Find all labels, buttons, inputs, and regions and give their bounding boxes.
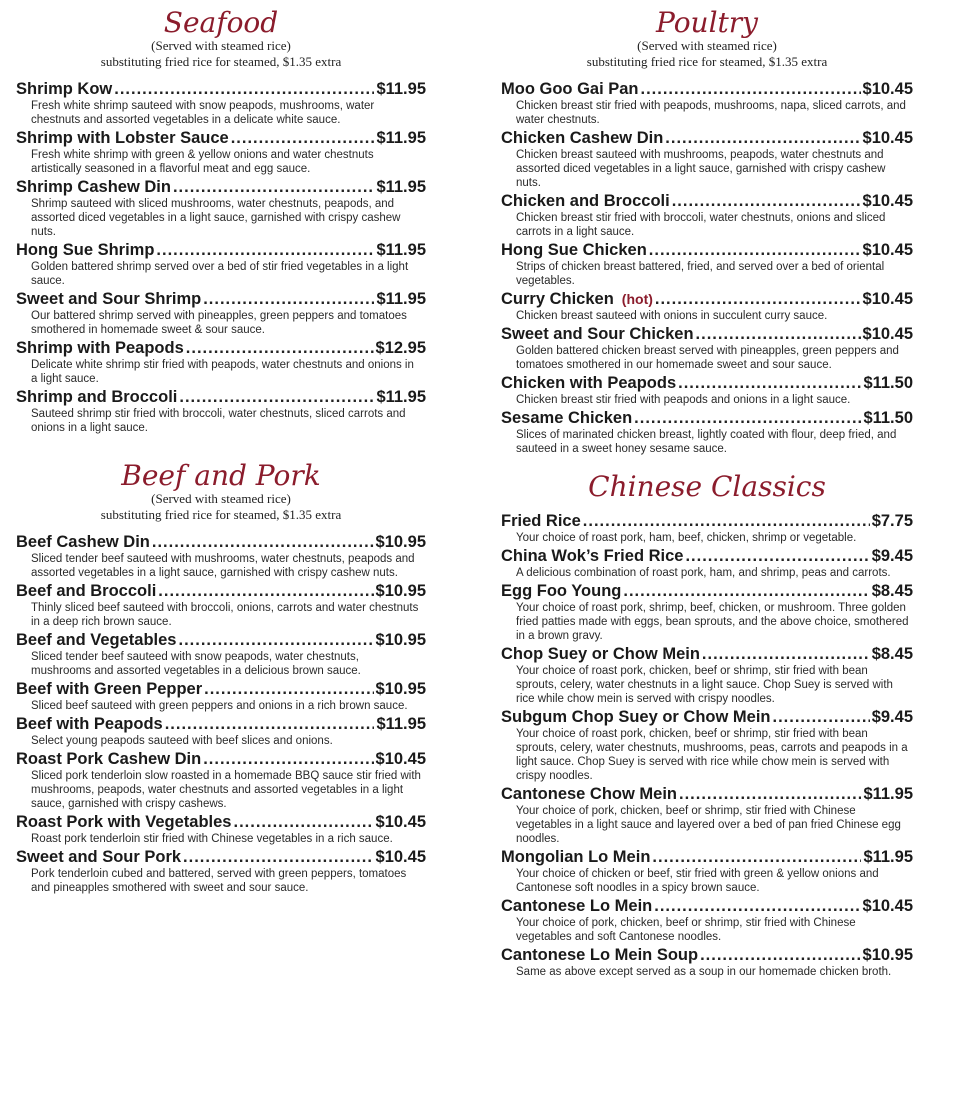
menu-item [501, 848, 913, 895]
item-description: Select young peapods sauteed with beef slices and onions. [31, 735, 333, 747]
section-note: (Served with steamed rice) [151, 38, 291, 53]
dot-leader [652, 848, 861, 867]
dot-leader [655, 290, 861, 309]
dot-leader [114, 80, 374, 99]
section-chinese-classics [501, 458, 913, 979]
item-price: $11.95 [376, 715, 426, 733]
menu-item [501, 129, 913, 190]
dot-leader [158, 582, 373, 601]
dot-leader [179, 388, 374, 407]
item-description: Your choice of chicken or beef, stir fried with green & yellow onions and Cantonese soft noodles in a spicy brown sauce. [516, 868, 879, 894]
item-description: Chicken breast sauteed with mushrooms, peapods, water chestnuts and assorted diced vegetables in a light sauce, garnished with crispy cashew nuts. [516, 149, 886, 189]
item-name: Shrimp Cashew Din [16, 178, 171, 196]
section-note: (Served with steamed rice) [637, 38, 777, 53]
item-price: $11.50 [863, 374, 913, 392]
item-price: $11.50 [863, 409, 913, 427]
menu-item [501, 946, 913, 979]
item-price: $11.95 [376, 290, 426, 308]
dot-leader [679, 785, 861, 804]
item-description: Sliced beef sauteed with green peppers and onions in a rich brown sauce. [31, 700, 408, 712]
item-description: Golden battered shrimp served over a bed of stir fried vegetables in a light sauce. [31, 261, 409, 287]
item-price: $10.45 [375, 848, 426, 866]
item-name: Sweet and Sour Shrimp [16, 290, 202, 308]
menu-item [501, 80, 913, 127]
dot-leader [700, 946, 860, 965]
dot-leader [178, 631, 373, 650]
menu-item [16, 388, 426, 435]
item-name: Subgum Chop Suey or Chow Mein [501, 708, 771, 726]
item-description: Chicken breast stir fried with broccoli, water chestnuts, onions and sliced carrots in a light sauce. [516, 212, 886, 238]
item-description: Your choice of roast pork, chicken, beef or shrimp, stir fried with bean sprouts, celery, water chestnuts in a light sauce. Chop Suey is served with rice while chow mein is served with crispy noodles. [516, 665, 893, 705]
dot-leader [231, 129, 375, 148]
section-title: Seafood [163, 6, 279, 39]
hot-tag: (hot) [621, 291, 653, 307]
menu-item [16, 750, 426, 811]
item-name: Shrimp with Peapods [16, 339, 184, 357]
item-price: $10.95 [862, 946, 913, 964]
item-price: $10.45 [375, 750, 426, 768]
item-name: Cantonese Lo Mein Soup [501, 946, 699, 964]
dot-leader [173, 178, 374, 197]
menu-item [501, 409, 913, 456]
dot-leader [233, 813, 373, 832]
item-description: Delicate white shrimp stir fried with peapods, water chestnuts and onions in a light sauce. [31, 359, 414, 385]
menu-item [16, 533, 426, 580]
dot-leader [696, 325, 861, 344]
menu-item [16, 631, 426, 678]
item-name: China Wok’s Fried Rice [501, 547, 684, 565]
menu-item [16, 582, 426, 629]
dot-leader [203, 290, 374, 309]
item-name: Fried Rice [501, 512, 581, 530]
menu-item [501, 897, 913, 944]
item-description: Fresh white shrimp sauteed with snow peapods, mushrooms, water chestnuts and assorted vegetables in a delicate white sauce. [31, 100, 375, 126]
item-description: Shrimp sauteed with sliced mushrooms, water chestnuts, peapods, and assorted diced vegetables in a light sauce, garnished with crispy cashew nuts. [31, 198, 401, 238]
section-title: Beef and Pork [121, 459, 321, 492]
item-name: Sweet and Sour Chicken [501, 325, 694, 343]
item-description: Your choice of pork, chicken, beef or shrimp, stir fried with Chinese vegetables and soft Cantonese noodles. [516, 917, 856, 943]
menu-item [501, 374, 913, 407]
item-price: $11.95 [376, 129, 426, 147]
item-price: $12.95 [375, 339, 426, 357]
item-price: $9.45 [871, 708, 913, 726]
dot-leader [649, 241, 861, 260]
dot-leader [634, 409, 861, 428]
item-list [501, 512, 913, 979]
item-price: $10.45 [862, 325, 913, 343]
item-name: Cantonese Lo Mein [501, 897, 653, 915]
dot-leader [685, 547, 869, 566]
item-name: Shrimp and Broccoli [16, 388, 178, 406]
item-name: Hong Sue Shrimp [16, 241, 155, 259]
dot-leader [773, 708, 870, 727]
menu-column-right [501, 0, 913, 981]
item-name: Shrimp with Lobster Sauce [16, 129, 229, 147]
section-note: substituting fried rice for steamed, $1.35 extra [100, 54, 342, 69]
menu-item [501, 290, 913, 323]
menu-item [501, 192, 913, 239]
dot-leader [186, 339, 374, 358]
item-price: $10.95 [375, 631, 426, 649]
item-description: Your choice of roast pork, shrimp, beef, chicken, or mushroom. Three golden fried patties made with eggs, bean sprouts, and the above choice, smothered in a brown gravy. [516, 602, 909, 642]
section-poultry [501, 0, 913, 456]
menu-item [501, 785, 913, 846]
item-name: Roast Pork Cashew Din [16, 750, 202, 768]
menu-item [501, 241, 913, 288]
menu-item [16, 241, 426, 288]
menu-item [16, 715, 426, 748]
item-price: $11.95 [376, 388, 426, 406]
item-description: Sliced pork tenderloin slow roasted in a homemade BBQ sauce stir fried with mushrooms, peapods, water chestnuts and assorted vegetables in a light sauce, garnished with crispy cashews. [31, 770, 421, 810]
item-name: Cantonese Chow Mein [501, 785, 678, 803]
item-price: $7.75 [871, 512, 913, 530]
menu-item [16, 848, 426, 895]
item-name: Mongolian Lo Mein [501, 848, 651, 866]
menu-item [16, 339, 426, 386]
item-name: Hong Sue Chicken [501, 241, 647, 259]
item-price: $11.95 [376, 178, 426, 196]
menu-item [16, 813, 426, 846]
item-description: Strips of chicken breast battered, fried, and served over a bed of oriental vegetables. [516, 261, 885, 287]
item-name: Beef and Broccoli [16, 582, 157, 600]
item-name: Beef and Vegetables [16, 631, 177, 649]
item-price: $10.45 [862, 192, 913, 210]
dot-leader [156, 241, 374, 260]
dot-leader [665, 129, 860, 148]
item-name: Chicken Cashew Din [501, 129, 664, 147]
item-description: Sliced tender beef sauteed with snow peapods, water chestnuts, mushrooms and assorted vegetables in a delicious brown sauce. [31, 651, 361, 677]
item-description: A delicious combination of roast pork, ham, and shrimp, peas and carrots. [516, 567, 891, 579]
dot-leader [183, 848, 373, 867]
menu-item [501, 645, 913, 706]
item-name: Roast Pork with Vegetables [16, 813, 232, 831]
section-beef-and-pork [16, 437, 426, 895]
section-title: Chinese Classics [588, 470, 826, 503]
item-description: Slices of marinated chicken breast, lightly coated with flour, deep fried, and sauteed in a sweet honey sesame sauce. [516, 429, 897, 455]
dot-leader [203, 750, 373, 769]
item-name: Chicken with Peapods [501, 374, 677, 392]
item-price: $10.45 [862, 897, 913, 915]
menu-item [16, 129, 426, 176]
item-price: $11.95 [376, 80, 426, 98]
item-price: $10.45 [862, 80, 913, 98]
item-description: Chicken breast stir fried with peapods and onions in a light sauce. [516, 394, 851, 406]
item-description: Your choice of roast pork, ham, beef, chicken, shrimp or vegetable. [516, 532, 857, 544]
dot-leader [165, 715, 375, 734]
menu-item [16, 178, 426, 239]
dot-leader [204, 680, 373, 699]
item-name: Chop Suey or Chow Mein [501, 645, 700, 663]
item-name: Chicken and Broccoli [501, 192, 670, 210]
item-name: Beef with Green Pepper [16, 680, 203, 698]
item-name: Egg Foo Young [501, 582, 622, 600]
item-name: Moo Goo Gai Pan [501, 80, 639, 98]
item-description: Your choice of roast pork, chicken, beef or shrimp, stir fried with bean sprouts, celery, water chestnuts, mushrooms, peas, carrots and peapods in a light sauce. Chop Suey is served with rice while chow mein is served with crispy noodles. [516, 728, 908, 782]
item-name: Curry Chicken [501, 290, 614, 308]
menu-item [16, 80, 426, 127]
item-price: $10.95 [375, 533, 426, 551]
menu-item [16, 290, 426, 337]
item-description: Roast pork tenderloin stir fried with Chinese vegetables in a rich sauce. [31, 833, 393, 845]
section-title: Poultry [655, 6, 758, 39]
item-price: $10.45 [862, 241, 913, 259]
item-price: $10.95 [375, 582, 426, 600]
item-name: Beef Cashew Din [16, 533, 150, 551]
dot-leader [678, 374, 861, 393]
item-price: $11.95 [376, 241, 426, 259]
item-price: $8.45 [871, 582, 913, 600]
item-price: $10.45 [375, 813, 426, 831]
item-name: Sweet and Sour Pork [16, 848, 182, 866]
item-price: $11.95 [863, 848, 913, 866]
dot-leader [702, 645, 870, 664]
dot-leader [583, 512, 870, 531]
item-description: Chicken breast stir fried with peapods, mushrooms, napa, sliced carrots, and water chestnuts. [516, 100, 906, 126]
item-list [16, 80, 426, 435]
item-description: Pork tenderloin cubed and battered, served with green peppers, tomatoes and pineapples smothered with sweet and sour sauce. [31, 868, 407, 894]
item-list [501, 80, 913, 456]
menu-item [501, 547, 913, 580]
menu-column-left [16, 0, 426, 897]
item-price: $10.95 [375, 680, 426, 698]
dot-leader [623, 582, 869, 601]
section-note: (Served with steamed rice) [151, 491, 291, 506]
item-price: $8.45 [871, 645, 913, 663]
section-note: substituting fried rice for steamed, $1.35 extra [100, 507, 342, 522]
dot-leader [672, 192, 861, 211]
dot-leader [654, 897, 860, 916]
item-description: Same as above except served as a soup in our homemade chicken broth. [516, 966, 892, 978]
dot-leader [152, 533, 374, 552]
menu-item [501, 325, 913, 372]
item-name: Sesame Chicken [501, 409, 633, 427]
item-price: $10.45 [862, 129, 913, 147]
menu-item [501, 512, 913, 545]
menu-item [501, 708, 913, 783]
item-description: Golden battered chicken breast served with pineapples, green peppers and tomatoes smothered in our homemade sweet and sour sauce. [516, 345, 899, 371]
item-list [16, 533, 426, 895]
section-seafood [16, 0, 426, 435]
item-description: Sliced tender beef sauteed with mushrooms, water chestnuts, peapods and assorted vegetables in a light sauce, garnished with crispy cashew nuts. [31, 553, 415, 579]
item-description: Chicken breast sauteed with onions in succulent curry sauce. [516, 310, 828, 322]
item-price: $9.45 [871, 547, 913, 565]
item-description: Sauteed shrimp stir fried with broccoli, water chestnuts, sliced carrots and onions in a light sauce. [31, 408, 406, 434]
item-description: Your choice of pork, chicken, beef or shrimp, stir fried with Chinese vegetables in a light sauce and layered over a bed of pan fried Chinese egg noodles. [516, 805, 901, 845]
item-description: Fresh white shrimp with green & yellow onions and water chestnuts artistically seasoned in a flavorful meat and egg sauce. [31, 149, 374, 175]
dot-leader [641, 80, 861, 99]
menu-item [501, 582, 913, 643]
item-name: Shrimp Kow [16, 80, 113, 98]
menu-item [16, 680, 426, 713]
item-description: Thinly sliced beef sauteed with broccoli, onions, carrots and water chestnuts in a deep rich brown sauce. [31, 602, 419, 628]
section-note: substituting fried rice for steamed, $1.35 extra [586, 54, 828, 69]
item-price: $10.45 [862, 290, 913, 308]
item-description: Our battered shrimp served with pineapples, green peppers and tomatoes smothered in homemade sweet & sour sauce. [31, 310, 407, 336]
item-price: $11.95 [863, 785, 913, 803]
item-name: Beef with Peapods [16, 715, 163, 733]
